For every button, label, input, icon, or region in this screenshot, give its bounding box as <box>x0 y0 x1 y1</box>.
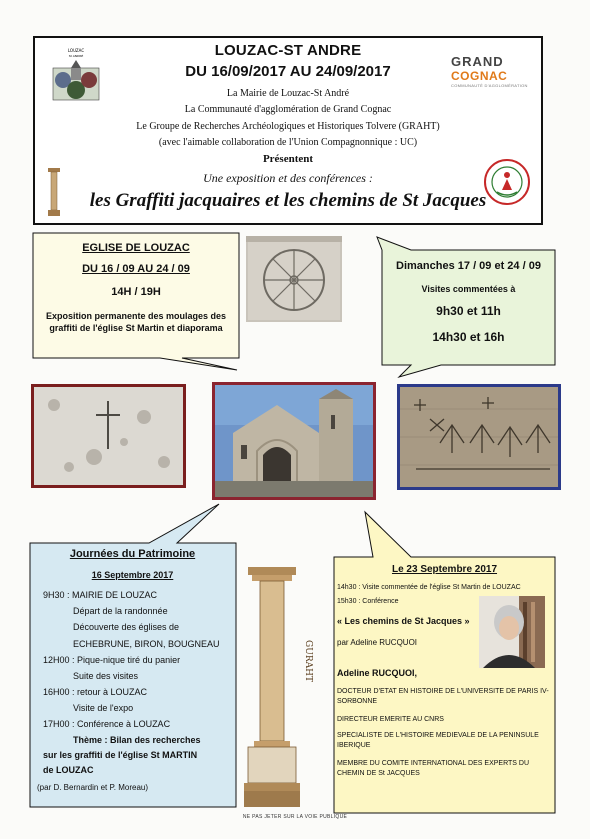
patrimoine-line: 17H00 : Conférence à LOUZAC <box>43 719 171 729</box>
patrimoine-line: 9H30 : MAIRIE DE LOUZAC <box>43 590 158 600</box>
patrimoine-line: ECHEBRUNE, BIRON, BOUGNEAU <box>73 639 220 649</box>
patrimoine-line: 16H00 : retour à LOUZAC <box>43 687 148 697</box>
event-location-title: LOUZAC-ST ANDRE <box>214 42 362 59</box>
conference-line-visit: 14h30 : Visite commentée de l'église St Martin de LOUZAC <box>337 584 521 591</box>
speaker-bio-line: SORBONNE <box>337 698 378 705</box>
patrimoine-date: 16 Septembre 2017 <box>91 570 174 580</box>
column-icon <box>47 168 61 216</box>
patrimoine-bubble <box>29 542 236 808</box>
speaker-bio-line: IBERIQUE <box>337 742 371 749</box>
speaker-bio-line: CHEMIN DE St JACQUES <box>337 770 420 777</box>
patrimoine-title: Journées du Patrimoine <box>69 548 196 560</box>
patrimoine-line: Thème : Bilan des recherches <box>73 735 201 745</box>
eglise-description <box>36 310 236 334</box>
event-main-title: les Graffiti jacquaires et les chemins de St Jacques <box>89 190 487 211</box>
eglise-title: EGLISE DE LOUZAC <box>82 242 190 254</box>
event-subtitle: Une exposition et des conférences : <box>203 171 373 185</box>
patrimoine-line: sur les graffiti de l'église St MARTIN <box>43 750 198 760</box>
eglise-desc-line2: graffiti de l'église St Martin et diaporama <box>49 323 223 333</box>
graffiti-ships-photo <box>397 384 561 490</box>
presentent-label: Présentent <box>262 153 314 165</box>
speaker-name: Adeline RUCQUOI, <box>337 668 418 678</box>
footer-notice: NE PAS JETER SUR LA VOIE PUBLIQUE <box>242 814 348 820</box>
patrimoine-line: 12H00 : Pique-nique tiré du panier <box>43 655 181 665</box>
speaker-bio-line: DIRECTEUR EMERITE AU CNRS <box>337 716 444 723</box>
grand-logo-word: GRAND <box>451 54 504 69</box>
column-label: GURAHT <box>303 640 313 682</box>
church-photo <box>212 382 376 500</box>
eglise-info-bubble <box>32 232 240 360</box>
patrimoine-line: Départ de la randonnée <box>73 606 168 616</box>
event-dates: DU 16/09/2017 AU 24/09/2017 <box>185 63 391 80</box>
chemins-compostelle-logo <box>483 158 531 206</box>
patrimoine-bubble-shape <box>29 542 237 822</box>
conference-line-time: 15h30 : Conférence <box>337 598 399 605</box>
column-illustration <box>244 567 313 807</box>
conference-title: Le 23 Septembre 2017 <box>391 564 498 575</box>
dimanches-times-morning: 9h30 et 11h <box>436 304 501 318</box>
grand-logo-tagline: COMMUNAUTÉ D'AGGLOMÉRATION <box>451 83 528 88</box>
dimanches-times-afternoon: 14h30 et 16h <box>432 330 505 344</box>
conference-speaker-by: par Adeline RUCQUOI <box>337 638 418 647</box>
graffiti-wheel-photo <box>246 236 342 322</box>
speaker-portrait <box>479 596 545 668</box>
patrimoine-line: (par D. Bernardin et P. Moreau) <box>37 783 149 792</box>
header-box <box>33 36 543 225</box>
eglise-dates: DU 16 / 09 AU 24 / 09 <box>82 263 190 275</box>
patrimoine-line: de LOUZAC <box>43 765 94 775</box>
graffiti-cross-photo <box>31 384 186 488</box>
patrimoine-line: Visite de l'expo <box>73 703 134 713</box>
svg-text:LOUZAC: LOUZAC <box>67 48 85 53</box>
dimanches-info-bubble <box>381 236 556 366</box>
org-line-uc: (avec l'aimable collaboration de l'Union Compagnonnique : UC) <box>158 137 418 148</box>
org-line-mairie: La Mairie de Louzac-St André <box>226 88 350 99</box>
speaker-bio-line: DOCTEUR D'ETAT EN HISTOIRE DE L'UNIVERSITE DE PARIS IV- <box>337 688 549 695</box>
dimanches-title: Dimanches 17 / 09 et 24 / 09 <box>396 260 541 272</box>
speaker-bio-line: SPECIALISTE DE L'HISTOIRE MEDIEVALE DE LA PENINSULE <box>337 732 539 739</box>
grand-cognac-logo <box>451 54 533 88</box>
svg-text:St ANDRÉ: St ANDRÉ <box>68 54 84 58</box>
patrimoine-line: Suite des visites <box>73 671 139 681</box>
eglise-desc-line1: Exposition permanente des moulages des <box>45 311 227 321</box>
speaker-bio-line: MEMBRE DU COMITE INTERNATIONAL DES EXPERTS DU <box>337 760 530 767</box>
patrimoine-line: Découverte des églises de <box>73 622 180 632</box>
eglise-hours: 14H / 19H <box>111 286 161 298</box>
conference-bubble <box>333 556 556 814</box>
org-line-agglo: La Communauté d'agglomération de Grand Cognac <box>184 104 392 115</box>
org-line-graht: Le Groupe de Recherches Archéologiques et Historiques Tolvere (GRAHT) <box>136 121 440 132</box>
conference-talk-title: « Les chemins de St Jacques » <box>337 616 470 626</box>
cognac-logo-word: COGNAC <box>451 69 508 83</box>
dimanches-subtitle: Visites commentées à <box>421 284 516 294</box>
